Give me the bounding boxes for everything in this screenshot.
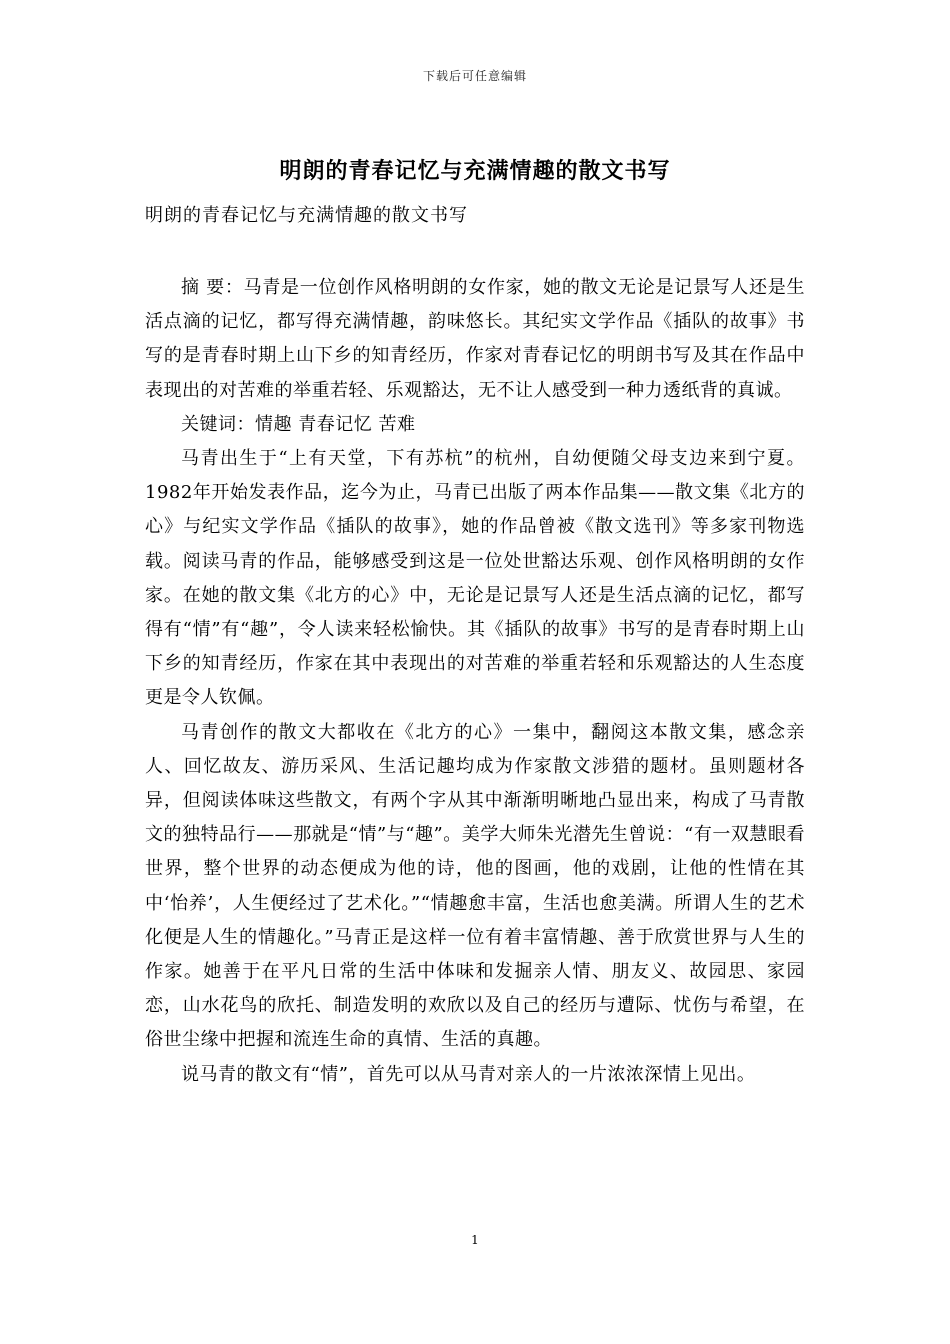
body-paragraph: 马青创作的散文大都收在《北方的心》一集中，翻阅这本散文集，感念亲人、回忆故友、游历采风、生活记趣均成为作家散文涉猎的题材。虽则题材各异，但阅读体味这些散文，有两个字从其中渐渐明晰地凸显出来，构成了马青散文的独特品行——那就是“情”与“趣”。美学大师朱光潜先生曾说：“有一双慧眼看世界，整个世界的动态便成为他的诗，他的图画，他的戏剧，让他的性情在其中‘怡养’，人生便经过了艺术化。”“情趣愈丰富，生活也愈美满。所谓人生的艺术化便是人生的情趣化。”马青正是这样一位有着丰富情趣、善于欣赏世界与人生的作家。她善于在平凡日常的生活中体味和发掘亲人情、朋友义、故园思、家园恋，山水花鸟的欣托、制造发明的欢欣以及自己的经历与遭际、忧伤与希望，在俗世尘缘中把握和流连生命的真情、生活的真趣。 (145, 721, 805, 1051)
abstract-paragraph: 摘 要：马青是一位创作风格明朗的女作家，她的散文无论是记景写人还是生活点滴的记忆，都写得充满情趣，韵味悠长。其纪实文学作品《插队的故事》书写的是青春时期上山下乡的知青经历，作家对青春记忆的明朗书写及其在作品中表现出的对苦难的举重若轻、乐观豁达，无不让人感受到一种力透纸背的真诚。 (145, 277, 805, 401)
page-number: 1 (471, 1233, 479, 1247)
keywords-paragraph: 关键词：情趣 青春记忆 苦难 (181, 413, 416, 435)
document-title: 明朗的青春记忆与充满情趣的散文书写 (279, 158, 671, 184)
body-paragraph: 说马青的散文有“情”，首先可以从马青对亲人的一片浓浓深情上见出。 (181, 1063, 756, 1085)
header-note: 下载后可任意编辑 (422, 69, 527, 83)
body-paragraph: 马青出生于“上有天堂，下有苏杭”的杭州，自幼便随父母支边来到宁夏。1982年开始发表作品，迄今为止，马青已出版了两本作品集——散文集《北方的心》与纪实文学作品《插队的故事》，她的作品曾被《散文选刊》等多家刊物选载。阅读马青的作品，能够感受到这是一位处世豁达乐观、创作风格明朗的女作家。在她的散文集《北方的心》中，无论是记景写人还是生活点滴的记忆，都写得有“情”有“趣”，令人读来轻松愉快。其《插队的故事》书写的是青春时期上山下乡的知青经历，作家在其中表现出的对苦难的举重若轻和乐观豁达的人生态度更是令人钦佩。 (145, 448, 805, 709)
document-body (145, 271, 805, 1092)
document-subtitle: 明朗的青春记忆与充满情趣的散文书写 (145, 205, 468, 226)
